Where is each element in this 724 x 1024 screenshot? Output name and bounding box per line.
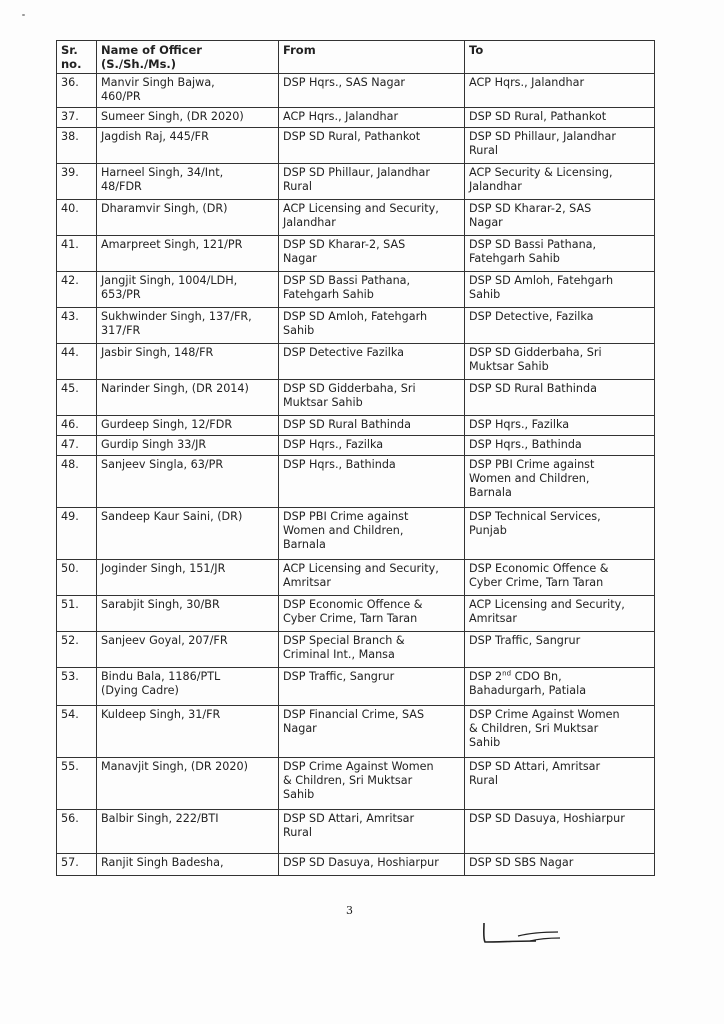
- row-sr-no: 43.: [57, 308, 97, 344]
- row-from-posting: ACP Licensing and Security, Jalandhar: [279, 200, 465, 236]
- row-sr-no: 37.: [57, 108, 97, 128]
- row-from-posting: ACP Hqrs., Jalandhar: [279, 108, 465, 128]
- row-to-posting: ACP Licensing and Security, Amritsar: [465, 596, 655, 632]
- table-row: [57, 416, 655, 436]
- table-row: [57, 436, 655, 456]
- table-row: [57, 128, 655, 164]
- row-from-posting: ACP Licensing and Security, Amritsar: [279, 560, 465, 596]
- row-to-posting: DSP Hqrs., Fazilka: [465, 416, 655, 436]
- row-from-posting: DSP SD Attari, Amritsar Rural: [279, 810, 465, 854]
- row-officer-name: Jagdish Raj, 445/FR: [97, 128, 279, 164]
- row-officer-name: Jasbir Singh, 148/FR: [97, 344, 279, 380]
- row-from-posting: DSP SD Dasuya, Hoshiarpur: [279, 854, 465, 876]
- table-row: [57, 272, 655, 308]
- row-officer-name: Manvir Singh Bajwa, 460/PR: [97, 74, 279, 108]
- row-sr-no: 42.: [57, 272, 97, 308]
- row-to-posting: DSP Traffic, Sangrur: [465, 632, 655, 668]
- row-sr-no: 47.: [57, 436, 97, 456]
- row-to-posting: DSP Economic Offence & Cyber Crime, Tarn Taran: [465, 560, 655, 596]
- row-officer-name: Harneel Singh, 34/Int, 48/FDR: [97, 164, 279, 200]
- signature-mark: [478, 920, 568, 952]
- table-row: [57, 706, 655, 758]
- row-from-posting: DSP SD Rural Bathinda: [279, 416, 465, 436]
- row-from-posting: DSP PBI Crime against Women and Children, Barnala: [279, 508, 465, 560]
- row-to-posting: DSP SD SBS Nagar: [465, 854, 655, 876]
- row-officer-name: Sarabjit Singh, 30/BR: [97, 596, 279, 632]
- row-from-posting: DSP SD Kharar-2, SAS Nagar: [279, 236, 465, 272]
- row-sr-no: 36.: [57, 74, 97, 108]
- row-to-posting: DSP Hqrs., Bathinda: [465, 436, 655, 456]
- row-to-posting: DSP SD Rural Bathinda: [465, 380, 655, 416]
- transfer-table: [56, 40, 655, 876]
- row-officer-name: Narinder Singh, (DR 2014): [97, 380, 279, 416]
- row-sr-no: 49.: [57, 508, 97, 560]
- row-from-posting: DSP Financial Crime, SAS Nagar: [279, 706, 465, 758]
- row-sr-no: 56.: [57, 810, 97, 854]
- row-sr-no: 46.: [57, 416, 97, 436]
- row-to-posting: DSP Technical Services, Punjab: [465, 508, 655, 560]
- row-officer-name: Sukhwinder Singh, 137/FR, 317/FR: [97, 308, 279, 344]
- row-from-posting: DSP Economic Offence & Cyber Crime, Tarn Taran: [279, 596, 465, 632]
- header-from: From: [279, 41, 465, 74]
- table-row: [57, 380, 655, 416]
- row-officer-name: Balbir Singh, 222/BTI: [97, 810, 279, 854]
- row-to-posting: DSP Crime Against Women & Children, Sri Muktsar Sahib: [465, 706, 655, 758]
- row-sr-no: 50.: [57, 560, 97, 596]
- row-from-posting: DSP Hqrs., Fazilka: [279, 436, 465, 456]
- header-to: To: [465, 41, 655, 74]
- scan-speck: [22, 14, 25, 16]
- table-row: [57, 560, 655, 596]
- table-row: [57, 200, 655, 236]
- row-to-posting: DSP SD Gidderbaha, Sri Muktsar Sahib: [465, 344, 655, 380]
- row-from-posting: DSP Traffic, Sangrur: [279, 668, 465, 706]
- row-officer-name: Ranjit Singh Badesha,: [97, 854, 279, 876]
- row-from-posting: DSP Hqrs., Bathinda: [279, 456, 465, 508]
- row-sr-no: 52.: [57, 632, 97, 668]
- row-from-posting: DSP SD Amloh, Fatehgarh Sahib: [279, 308, 465, 344]
- row-to-posting: DSP SD Dasuya, Hoshiarpur: [465, 810, 655, 854]
- table-row: [57, 668, 655, 706]
- row-officer-name: Amarpreet Singh, 121/PR: [97, 236, 279, 272]
- row-sr-no: 53.: [57, 668, 97, 706]
- row-from-posting: DSP SD Phillaur, Jalandhar Rural: [279, 164, 465, 200]
- table-row: [57, 632, 655, 668]
- row-sr-no: 54.: [57, 706, 97, 758]
- table-row: [57, 508, 655, 560]
- row-officer-name: Joginder Singh, 151/JR: [97, 560, 279, 596]
- row-to-posting: DSP SD Rural, Pathankot: [465, 108, 655, 128]
- row-officer-name: Sanjeev Goyal, 207/FR: [97, 632, 279, 668]
- row-officer-name: Kuldeep Singh, 31/FR: [97, 706, 279, 758]
- row-to-posting: ACP Security & Licensing, Jalandhar: [465, 164, 655, 200]
- row-to-posting: DSP SD Phillaur, Jalandhar Rural: [465, 128, 655, 164]
- row-to-posting: DSP SD Kharar-2, SAS Nagar: [465, 200, 655, 236]
- row-to-posting: DSP PBI Crime against Women and Children, Barnala: [465, 456, 655, 508]
- table-row: [57, 456, 655, 508]
- row-to-posting: DSP 2nd CDO Bn, Bahadurgarh, Patiala: [465, 668, 655, 706]
- row-to-posting: ACP Hqrs., Jalandhar: [465, 74, 655, 108]
- row-sr-no: 48.: [57, 456, 97, 508]
- row-from-posting: DSP SD Gidderbaha, Sri Muktsar Sahib: [279, 380, 465, 416]
- row-sr-no: 55.: [57, 758, 97, 810]
- row-from-posting: DSP SD Bassi Pathana, Fatehgarh Sahib: [279, 272, 465, 308]
- row-from-posting: DSP Special Branch & Criminal Int., Mansa: [279, 632, 465, 668]
- row-officer-name: Bindu Bala, 1186/PTL (Dying Cadre): [97, 668, 279, 706]
- row-sr-no: 44.: [57, 344, 97, 380]
- row-officer-name: Sumeer Singh, (DR 2020): [97, 108, 279, 128]
- table-row: [57, 810, 655, 854]
- row-from-posting: DSP Hqrs., SAS Nagar: [279, 74, 465, 108]
- table-row: [57, 108, 655, 128]
- table-row: [57, 344, 655, 380]
- page-number: 3: [346, 904, 353, 917]
- row-officer-name: Manavjit Singh, (DR 2020): [97, 758, 279, 810]
- row-from-posting: DSP SD Rural, Pathankot: [279, 128, 465, 164]
- row-to-posting: DSP Detective, Fazilka: [465, 308, 655, 344]
- header-name-of-officer: Name of Officer (S./Sh./Ms.): [97, 41, 279, 74]
- row-sr-no: 51.: [57, 596, 97, 632]
- row-sr-no: 41.: [57, 236, 97, 272]
- table-body: [57, 74, 655, 876]
- table-row: [57, 758, 655, 810]
- table-header-row: [57, 41, 655, 74]
- row-officer-name: Sandeep Kaur Saini, (DR): [97, 508, 279, 560]
- row-from-posting: DSP Crime Against Women & Children, Sri Muktsar Sahib: [279, 758, 465, 810]
- table-row: [57, 236, 655, 272]
- table-row: [57, 164, 655, 200]
- row-officer-name: Gurdeep Singh, 12/FDR: [97, 416, 279, 436]
- table-row: [57, 74, 655, 108]
- row-to-posting: DSP SD Attari, Amritsar Rural: [465, 758, 655, 810]
- header-sr-no: Sr. no.: [57, 41, 97, 74]
- row-officer-name: Dharamvir Singh, (DR): [97, 200, 279, 236]
- row-sr-no: 45.: [57, 380, 97, 416]
- row-sr-no: 38.: [57, 128, 97, 164]
- row-officer-name: Sanjeev Singla, 63/PR: [97, 456, 279, 508]
- row-officer-name: Jangjit Singh, 1004/LDH, 653/PR: [97, 272, 279, 308]
- row-to-posting: DSP SD Amloh, Fatehgarh Sahib: [465, 272, 655, 308]
- table-row: [57, 854, 655, 876]
- row-sr-no: 57.: [57, 854, 97, 876]
- table-row: [57, 596, 655, 632]
- row-officer-name: Gurdip Singh 33/JR: [97, 436, 279, 456]
- row-sr-no: 39.: [57, 164, 97, 200]
- row-sr-no: 40.: [57, 200, 97, 236]
- row-to-posting: DSP SD Bassi Pathana, Fatehgarh Sahib: [465, 236, 655, 272]
- table-row: [57, 308, 655, 344]
- row-from-posting: DSP Detective Fazilka: [279, 344, 465, 380]
